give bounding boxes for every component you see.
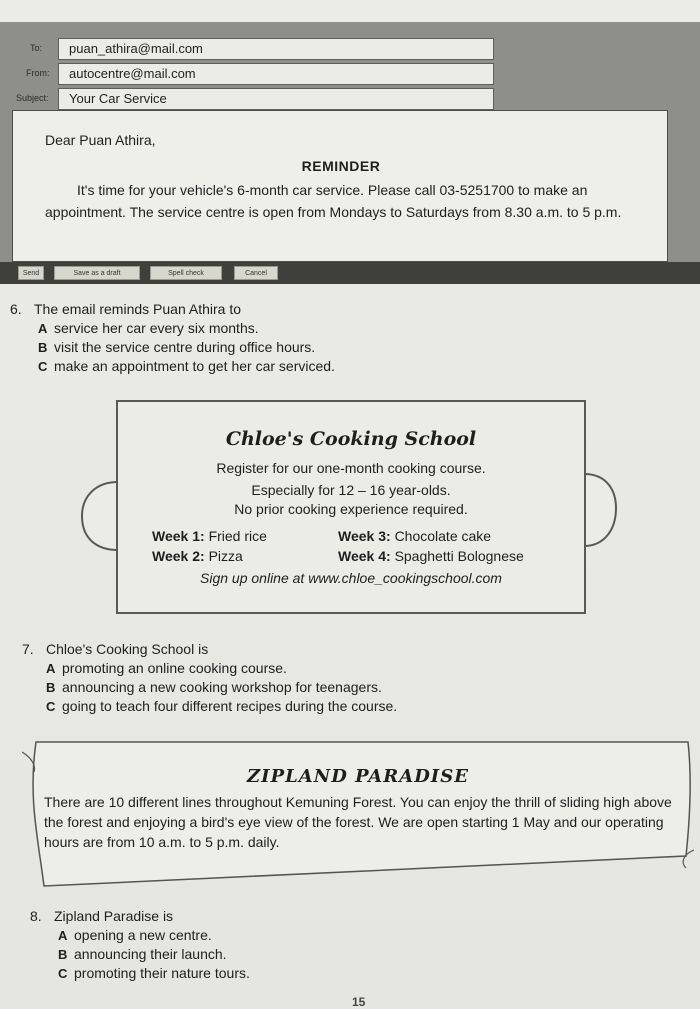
send-button[interactable]: Send bbox=[18, 266, 44, 280]
cooking-school-ad bbox=[78, 400, 618, 620]
option-letter: A bbox=[58, 928, 68, 943]
week-item bbox=[338, 526, 491, 546]
option-letter: C bbox=[58, 966, 68, 981]
option-a[interactable] bbox=[58, 926, 654, 945]
option-c[interactable] bbox=[46, 697, 686, 716]
email-subject-field[interactable]: Your Car Service bbox=[58, 88, 494, 110]
email-mockup bbox=[0, 22, 700, 284]
zipland-title: ZIPLAND PARADISE bbox=[247, 766, 469, 787]
email-toolbar bbox=[0, 262, 700, 284]
email-subject-row bbox=[0, 88, 700, 112]
cancel-button[interactable]: Cancel bbox=[234, 266, 278, 280]
email-greeting: Dear Puan Athira, bbox=[45, 132, 156, 148]
option-c[interactable] bbox=[38, 357, 634, 376]
option-letter: B bbox=[58, 947, 68, 962]
spell-check-button[interactable]: Spell check bbox=[150, 266, 222, 280]
save-draft-button[interactable]: Save as a draft bbox=[54, 266, 140, 280]
week-dish: Chocolate cake bbox=[394, 528, 492, 544]
option-text: service her car every six months. bbox=[54, 320, 259, 336]
cooking-ad-card bbox=[116, 400, 586, 614]
week-label: Week 3: bbox=[338, 528, 391, 544]
email-message: It's time for your vehicle's 6-month car service. Please call 03-5251700 to make an appointment. The service centre is open from Mondays to Saturdays from 8.30 a.m. to 5 p.m. bbox=[45, 182, 622, 220]
question-6 bbox=[10, 300, 634, 376]
option-text: make an appointment to get her car serviced. bbox=[54, 358, 335, 374]
option-text: going to teach four different recipes during the course. bbox=[62, 698, 398, 714]
option-b[interactable] bbox=[46, 678, 686, 697]
option-letter: C bbox=[38, 359, 48, 374]
question-number: 7. bbox=[22, 641, 34, 657]
option-b[interactable] bbox=[38, 338, 634, 357]
week-label: Week 2: bbox=[152, 548, 205, 564]
zipland-text: There are 10 different lines throughout Kemuning Forest. You can enjoy the thrill of sliding high above the forest and enjoying a bird's eye view of the forest. We are open starting 1 May and our operating hours are from 10 a.m. to 5 p.m. daily. bbox=[44, 794, 672, 850]
option-a[interactable] bbox=[38, 319, 634, 338]
cooking-signup: Sign up online at www.chloe_cookingschool.com bbox=[200, 570, 502, 586]
email-body bbox=[12, 110, 668, 262]
option-c[interactable] bbox=[58, 964, 654, 983]
email-to-label: To: bbox=[30, 43, 43, 53]
email-from-label: From: bbox=[26, 68, 50, 78]
zipland-ad bbox=[22, 738, 694, 888]
week-item bbox=[152, 546, 243, 566]
question-stem: Chloe's Cooking School is bbox=[46, 641, 209, 657]
email-to-field[interactable]: puan_athira@mail.com bbox=[58, 38, 494, 60]
email-heading: REMINDER bbox=[301, 158, 381, 174]
week-item bbox=[338, 546, 524, 566]
option-a[interactable] bbox=[46, 659, 686, 678]
email-from-row bbox=[0, 63, 700, 87]
option-letter: C bbox=[46, 699, 56, 714]
question-7 bbox=[22, 640, 686, 716]
option-text: promoting an online cooking course. bbox=[62, 660, 287, 676]
option-letter: B bbox=[46, 680, 56, 695]
question-stem: Zipland Paradise is bbox=[54, 908, 174, 924]
email-subject-label: Subject: bbox=[16, 93, 49, 103]
week-item bbox=[152, 526, 267, 546]
page-number: 15 bbox=[352, 995, 366, 1009]
week-dish: Fried rice bbox=[208, 528, 267, 544]
email-to-row bbox=[0, 38, 700, 62]
option-b[interactable] bbox=[58, 945, 654, 964]
option-text: announcing their launch. bbox=[74, 946, 227, 962]
cooking-line-3: No prior cooking experience required. bbox=[234, 501, 468, 517]
week-dish: Spaghetti Bolognese bbox=[394, 548, 524, 564]
option-letter: A bbox=[38, 321, 48, 336]
question-number: 6. bbox=[10, 301, 22, 317]
option-text: opening a new centre. bbox=[74, 927, 212, 943]
option-text: promoting their nature tours. bbox=[74, 965, 250, 981]
week-label: Week 1: bbox=[152, 528, 205, 544]
cooking-title: Chloe's Cooking School bbox=[225, 428, 477, 450]
cooking-line-2: Especially for 12 – 16 year-olds. bbox=[251, 482, 451, 498]
email-from-field[interactable]: autocentre@mail.com bbox=[58, 63, 494, 85]
question-number: 8. bbox=[30, 908, 42, 924]
option-letter: A bbox=[46, 661, 56, 676]
question-stem: The email reminds Puan Athira to bbox=[34, 301, 241, 317]
question-8 bbox=[30, 907, 654, 983]
option-text: announcing a new cooking workshop for teenagers. bbox=[62, 679, 382, 695]
option-text: visit the service centre during office hours. bbox=[54, 339, 316, 355]
week-label: Week 4: bbox=[338, 548, 391, 564]
cooking-line-1: Register for our one-month cooking course. bbox=[216, 460, 486, 476]
week-dish: Pizza bbox=[208, 548, 243, 564]
option-letter: B bbox=[38, 340, 48, 355]
